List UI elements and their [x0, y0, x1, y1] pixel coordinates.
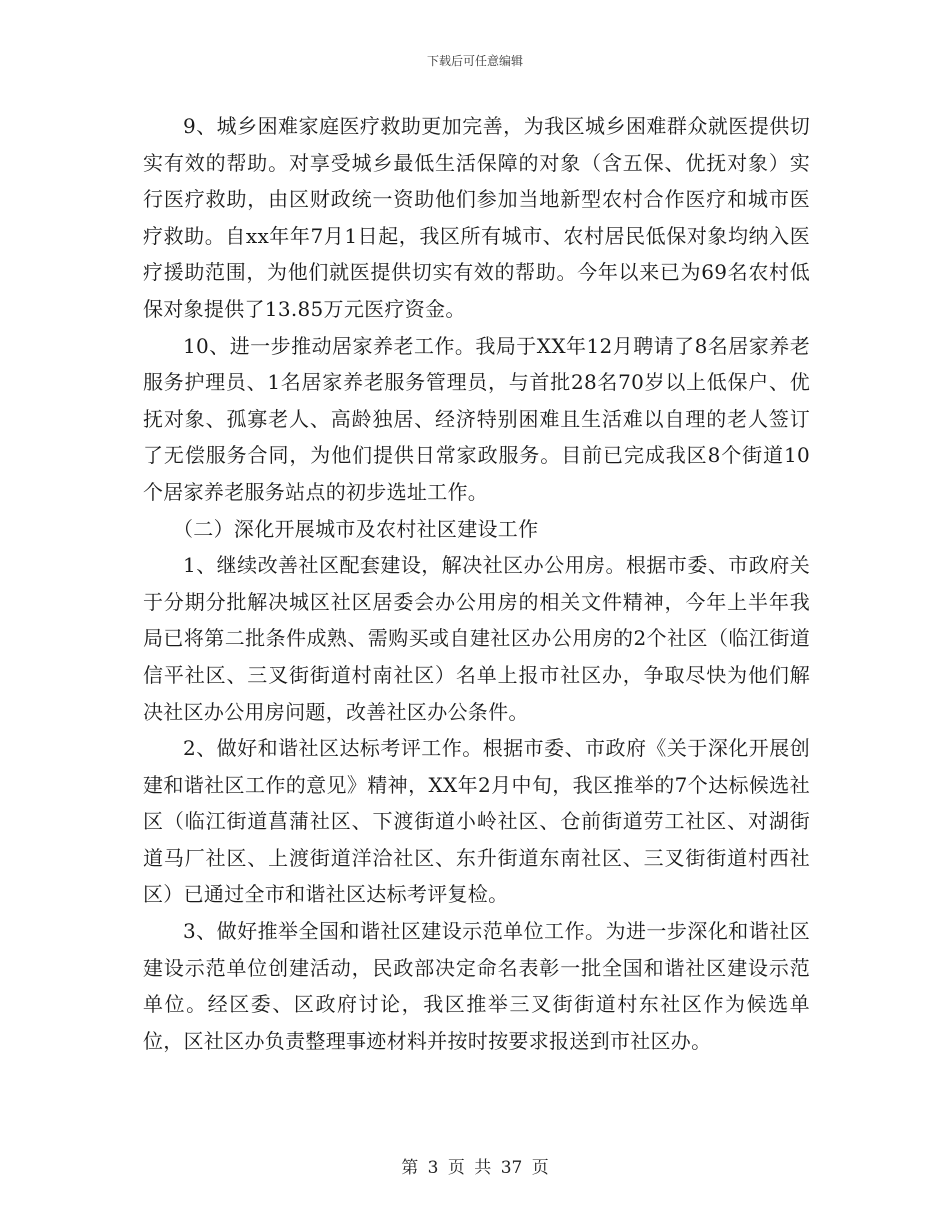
paragraph-medical-aid: 9、城乡困难家庭医疗救助更加完善，为我区城乡困难群众就医提供切实有效的帮助。对享受城乡最低生活保障的对象（含五保、优抚对象）实行医疗救助，由区财政统一资助他们参加当地新型农村合作医疗和城市医疗救助。自xx年年7月1日起，我区所有城市、农村居民低保对象均纳入医疗援助范围，为他们就医提供切实有效的帮助。今年以来已为69名农村低保对象提供了13.85万元医疗资金。: [143, 114, 810, 321]
document-body: [143, 108, 810, 1059]
paragraph-harmonious-community-review: 2、做好和谐社区达标考评工作。根据市委、市政府《关于深化开展创建和谐社区工作的意见》精神，XX年2月中旬，我区推举的7个达标候选社区（临江街道菖蒲社区、下渡街道小岭社区、仓前街道劳工社区、对湖街道马厂社区、上渡街道洋洽社区、东升街道东南社区、三叉街街道村西社区）已通过全市和谐社区达标考评复检。: [143, 736, 810, 907]
page-header: 下载后可任意编辑: [426, 54, 523, 68]
page-number: 第 3 页 共 37 页: [401, 1158, 549, 1178]
section-heading-community-building: （二）深化开展城市及农村社区建设工作: [173, 516, 539, 541]
paragraph-national-demonstration-unit: 3、做好推举全国和谐社区建设示范单位工作。为进一步深化和谐社区建设示范单位创建活动，民政部决定命名表彰一批全国和谐社区建设示范单位。经区委、区政府讨论，我区推举三叉街街道村东社区作为候选单位，区社区办负责整理事迹材料并按时按要求报送到市社区办。: [143, 919, 810, 1053]
paragraph-home-elderly-care: 10、进一步推动居家养老工作。我局于XX年12月聘请了8名居家养老服务护理员、1名居家养老服务管理员，与首批28名70岁以上低保户、优抚对象、孤寡老人、高龄独居、经济特别困难且生活难以自理的老人签订了无偿服务合同，为他们提供日常家政服务。目前已完成我区8个街道10个居家养老服务站点的初步选址工作。: [143, 333, 810, 504]
paragraph-community-office: 1、继续改善社区配套建设，解决社区办公用房。根据市委、市政府关于分期分批解决城区社区居委会办公用房的相关文件精神，今年上半年我局已将第二批条件成熟、需购买或自建社区办公用房的2个社区（临江街道信平社区、三叉街街道村南社区）名单上报市社区办，争取尽快为他们解决社区办公用房问题，改善社区办公条件。: [143, 553, 810, 724]
